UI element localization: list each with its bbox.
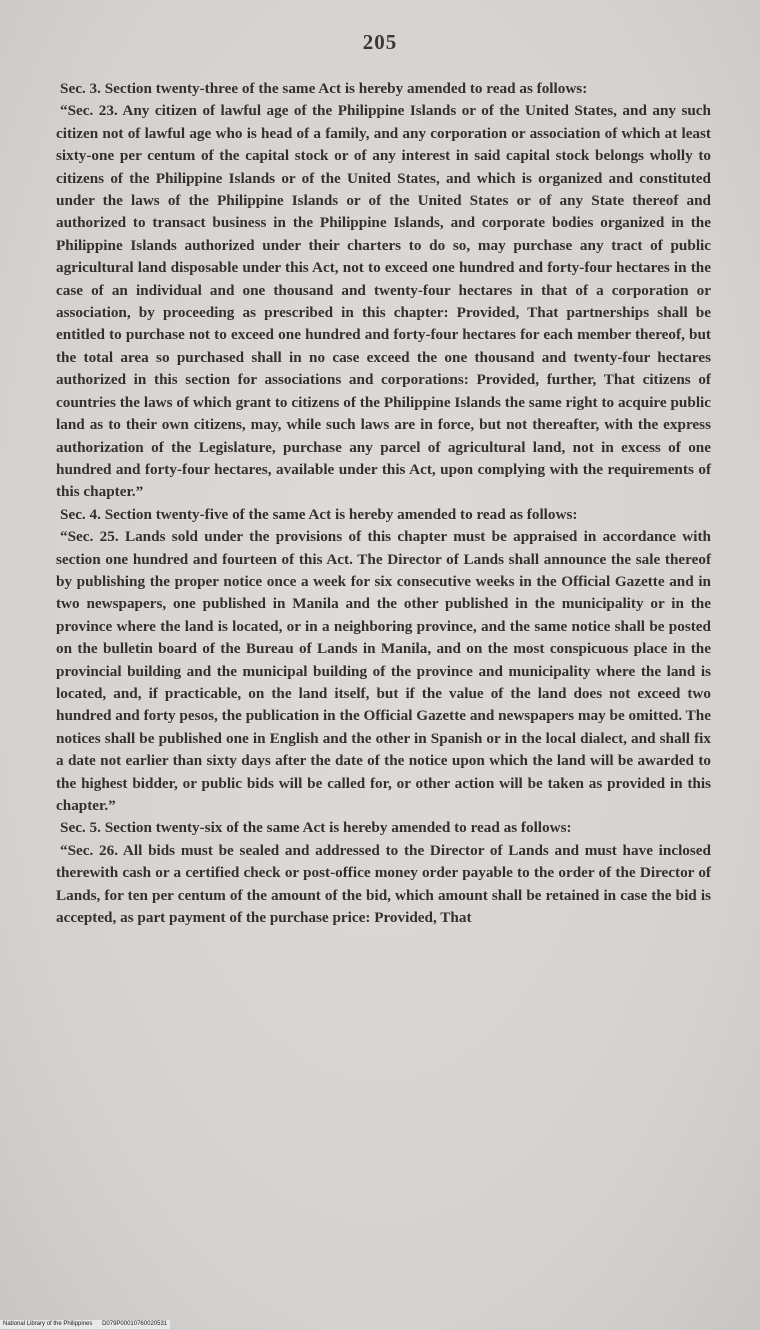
paragraph-sec-5: Sec. 5. Section twenty-six of the same Act is hereby amended to read as follows: <box>60 819 572 837</box>
paragraph-sec-26: “Sec. 26. All bids must be sealed and addressed to the Director of Lands and must have inclosed therewith cash or a certified check or post-office money order payable to the order of the Director of Lands, for ten per centum of the amount of the bid, which amount shall be retained in case the bid is accepted, as part payment of the purchase price: Provided, That <box>56 841 711 927</box>
paragraph-sec-25: “Sec. 25. Lands sold under the provisions of this chapter must be appraised in accordance with section one hundred and fourteen of this Act. The Director of Lands shall announce the sale thereof by publishing the proper notice once a week for six consecutive weeks in the Official Gazette and in two newspapers, one published in Manila and the other published in the municipality or in the province where the land is located, or in a neighboring province, and the same notice shall be posted on the bulletin board of the Bureau of Lands in Manila, and on the most conspicuous place in the provincial building and the municipal building of the province and municipality where the land is located, and, if practicable, on the land itself, but if the value of the land does not exceed two hundred and forty pesos, the publication in the Official Gazette and newspapers may be omitted. The notices shall be published one in English and the other in Spanish or in the local dialect, and shall fix a date not earlier than sixty days after the date of the notice upon which the land will be awarded to the highest bidder, or public bids will be called for, or other action will be taken as provided in this chapter.” <box>56 528 711 814</box>
footer-library: National Library of the Philippines <box>3 1321 93 1327</box>
scan-footer <box>0 1320 170 1329</box>
body-text <box>56 78 711 929</box>
paragraph-sec-3: Sec. 3. Section twenty-three of the same Act is hereby amended to read as follows: <box>60 80 588 97</box>
paragraph-sec-4: Sec. 4. Section twenty-five of the same Act is hereby amended to read as follows: <box>60 505 578 523</box>
footer-identifier: D079P00010760020531 <box>102 1321 168 1327</box>
paragraph-sec-23: “Sec. 23. Any citizen of lawful age of the Philippine Islands or of the United States, and any such citizen not of lawful age who is head of a family, and any corporation or association of which at least sixty-one per centum of the capital stock or of any interest in said capital stock belongs wholly to citizens of the Philippine Islands or of the United States, and which is organized and constituted under the laws of the Philippine Islands or of the United States or of any State thereof and authorized to transact business in the Philippine Islands, and corporate bodies organized in the Philippine Islands authorized under their charters to do so, may purchase any tract of public agricultural land disposable under this Act, not to exceed one hundred and forty-four hectares in the case of an individual and one thousand and twenty-four hectares in that of a corporation or association, by proceeding as prescribed in this chapter: Provided, That partnerships shall be entitled to purchase not to exceed one hundred and forty-four hectares for each member thereof, but the total area so purchased shall in no case exceed the one thousand and twenty-four hectares authorized in this section for associations and corporations: Provided, further, That citizens of countries the laws of which grant to citizens of the Philippine Islands the same right to acquire public land as to their own citizens, may, while such laws are in force, but not thereafter, with the express authorization of the Legislature, purchase any parcel of agricultural land, not in excess of one hundred and forty-four hectares, available under this Act, upon complying with the requirements of this chapter.” <box>56 102 711 501</box>
page-number: 205 <box>362 30 398 54</box>
